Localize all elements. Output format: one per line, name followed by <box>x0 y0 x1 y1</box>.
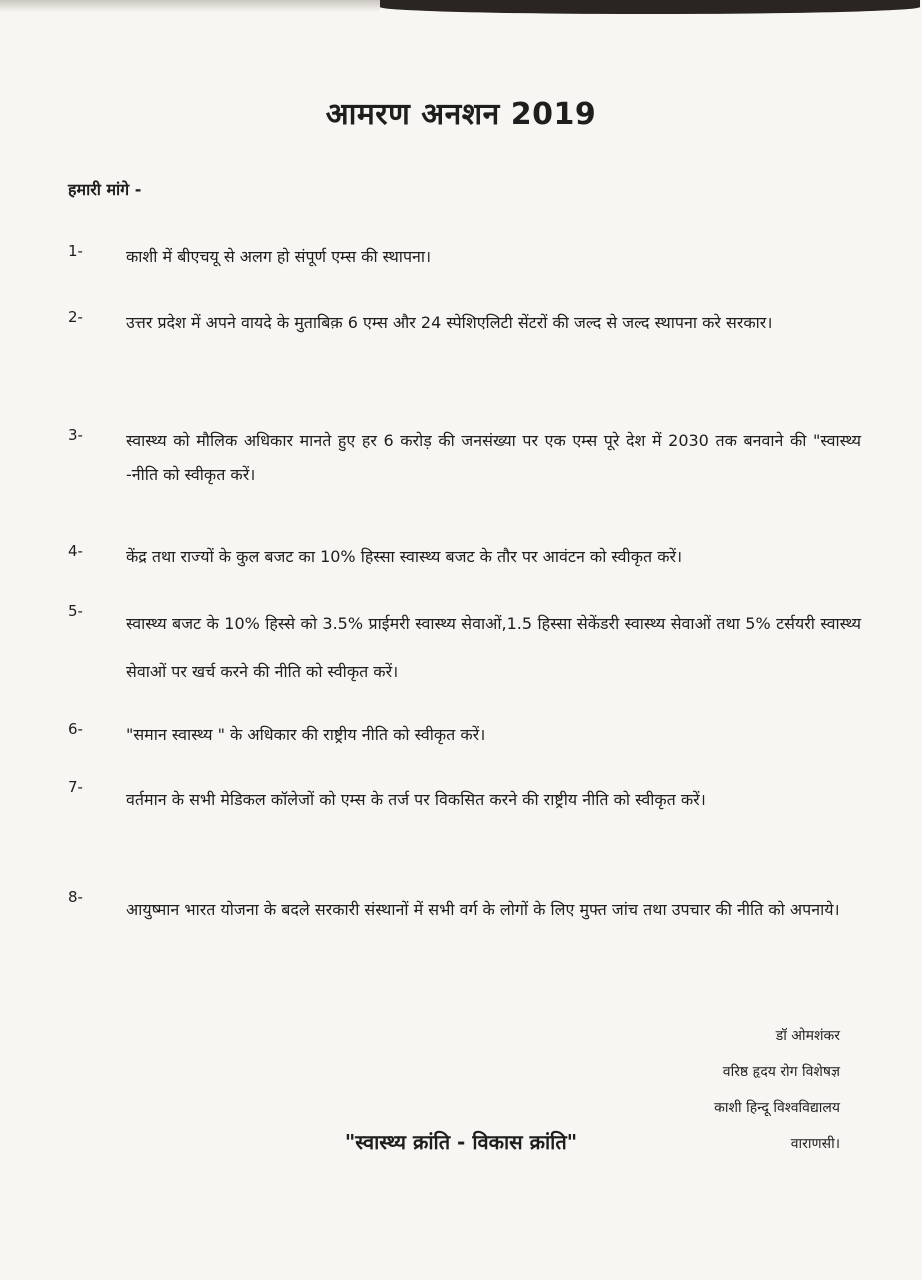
demand-text: स्वास्थ्य बजट के 10% हिस्से को 3.5% प्राईमरी स्वास्थ्य सेवाओं,1.5 हिस्सा सेकेंडरी स्वास्थ्य सेवाओं तथा 5% टर्सयरी स्वास्थ्य सेवाओं पर खर्च करने की नीति को स्वीकृत करें। <box>126 614 861 681</box>
demand-number: 4- <box>68 542 83 560</box>
demand-number: 8- <box>68 888 83 906</box>
signatory-city: वाराणसी। <box>790 1136 840 1152</box>
demand-text: काशी में बीएचयू से अलग हो संपूर्ण एम्स की स्थापना। <box>126 247 432 266</box>
signatory-name: डॉ ओमशंकर <box>775 1028 840 1044</box>
document-title: आमरण अनशन 2019 <box>325 97 597 132</box>
demands-heading: हमारी मांगे - <box>68 180 142 199</box>
demand-number: 3- <box>68 426 83 444</box>
demand-number: 6- <box>68 720 83 738</box>
demand-text: केंद्र तथा राज्यों के कुल बजट का 10% हिस्सा स्वास्थ्य बजट के तौर पर आवंटन को स्वीकृत करें। <box>126 547 683 566</box>
demand-text: उत्तर प्रदेश में अपने वायदे के मुताबिक़ 6 एम्स और 24 स्पेशिएलिटी सेंटरों की जल्द से जल्द स्थापना करे सरकार। <box>126 313 773 332</box>
scan-edge-shadow <box>0 0 380 12</box>
slogan: "स्वास्थ्य क्रांति - विकास क्रांति" <box>344 1130 578 1154</box>
demand-number: 5- <box>68 602 83 620</box>
demand-text: स्वास्थ्य को मौलिक अधिकार मानते हुए हर 6 करोड़ की जनसंख्या पर एक एम्स पूरे देश में 2030 तक बनवाने की "स्वास्थ्य -नीति को स्वीकृत करें। <box>126 431 861 484</box>
demand-text: आयुष्मान भारत योजना के बदले सरकारी संस्थानों में सभी वर्ग के लोगों के लिए मुफ्त जांच तथा उपचार की नीति को अपनाये। <box>126 900 840 919</box>
signatory-institution: काशी हिन्दू विश्वविद्यालय <box>714 1100 840 1116</box>
demand-number: 2- <box>68 308 83 326</box>
demand-text: "समान स्वास्थ्य " के अधिकार की राष्ट्रीय नीति को स्वीकृत करें। <box>126 725 486 744</box>
signatory-designation: वरिष्ठ हृदय रोग विशेषज्ञ <box>722 1064 840 1080</box>
demand-number: 7- <box>68 778 83 796</box>
demand-text: वर्तमान के सभी मेडिकल कॉलेजों को एम्स के तर्ज पर विकसित करने की राष्ट्रीय नीति को स्वीकृत करें। <box>126 790 706 809</box>
scan-edge-shadow <box>380 0 920 14</box>
demand-number: 1- <box>68 242 83 260</box>
